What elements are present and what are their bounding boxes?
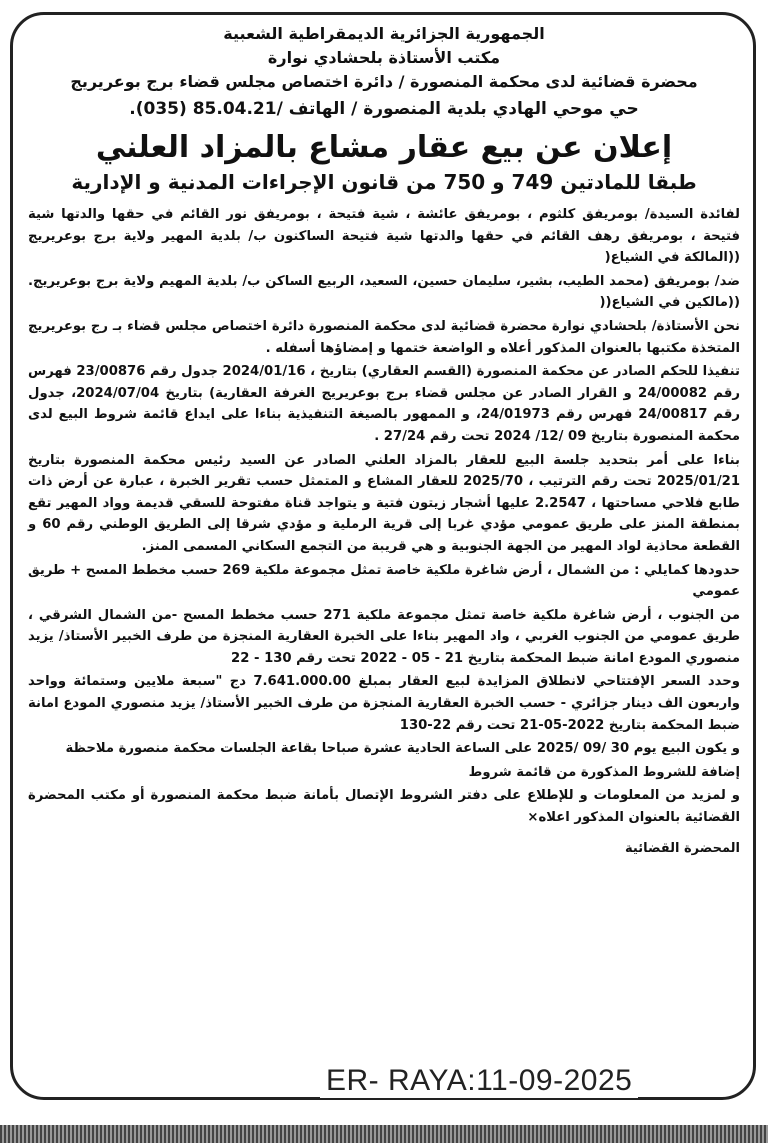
paragraph-south-boundary: من الجنوب ، أرض شاغرة ملكية خاصة تمثل مجموعة ملكية 271 حسب مخطط المسح -من الشمال الشرقي ، طريق عمومي من الجنوب الغربي ، واد المهير بناءا على الخبرة العقارية المنجزة من طرف الخبير الأستاذ/ يزيد منصوري المودع امانة ضبط المحكمة بتاريخ 21 - 05 - 2022 تحت رقم 130 - 22 xyxy=(28,607,740,666)
signature: المحضرة القضائية xyxy=(625,840,740,856)
paragraph-contact: و لمزيد من المعلومات و للإطلاع على دفتر الشروط الإتصال بأمانة ضبط محكمة المنصورة أو مكتب المحضرة القضائية بالعنوان المذكور اعلاه× xyxy=(28,788,740,826)
notice-content xyxy=(28,22,740,859)
paragraph-beneficiaries: لفائدة السيدة/ بومريفق كلثوم ، بومريفق عائشة ، شية فتيحة ، بومريفق نور القائم في حقها والدتها شية فتيحة ، بومريفق رهف القائم في حقها والدتها شية فتيحة الساكنون ب/ بلدية المهير ولاية برج بوعريريج ((المالكة في الشياع( xyxy=(28,207,740,266)
bottom-band xyxy=(0,1125,768,1143)
office-address: حي موحي الهادي بلدية المنصورة / الهاتف /85.04.21 (035). xyxy=(129,99,639,119)
paragraph-north-boundary: حدودها كمايلي : من الشمال ، أرض شاغرة ملكية خاصة تمثل مجموعة ملكية 269 حسب مخطط المسح + طريق عمومي xyxy=(28,562,740,600)
office-name: مكتب الأستاذة بلحشادي نوارة xyxy=(267,48,501,67)
republic-header: الجمهورية الجزائرية الديمقراطية الشعبية xyxy=(223,24,545,43)
paragraph-judgment: تنفيذا للحكم الصادر عن محكمة المنصورة (القسم العقاري) بتاريخ ، 2024/01/16 جدول رقم 23/00876 فهرس رقم 24/00082 و القرار الصادر عن مجلس قضاء برج بوعريريج الغرفة العقارية) بتاريخ 2024/07/04، جدول رقم 24/00817 فهرس رقم 24/01973، و الممهور بالصيغة التنفيذية بناءا على ايداع قائمة شروط البيع لدى محكمة المنصورة بتاريخ 09 /12/ 2024 تحت رقم 27/24 . xyxy=(28,364,740,444)
paragraph-bailiff: نحن الأستاذة/ بلحشادي نوارة محضرة قضائية لدى محكمة المنصورة دائرة اختصاص مجلس قضاء بـ رج بوعريريج المتخذة مكتبها بالعنوان المذكور أعلاه و الواضعة ختمها و إمضاؤها أسفله . xyxy=(28,318,740,356)
paragraph-against: ضد/ بومريفق (محمد الطيب، بشير، سليمان حسين، السعيد، الربيع الساكن ب/ بلدية المهيم ولاية برج بوعريريج. ((مالكين في الشياع(( xyxy=(28,273,740,311)
notice-subtitle: طبقا للمادتين 749 و 750 من قانون الإجراءات المدنية و الإدارية xyxy=(71,170,697,194)
paragraph-sale-date: و يكون البيع يوم 30 /09 /2025 على الساعة الحادية عشرة صباحا بقاعة الجلسات محكمة منصورة ملاحظة xyxy=(65,741,740,757)
office-jurisdiction: محضرة قضائية لدى محكمة المنصورة / دائرة اختصاص مجلس قضاء برج بوعريريج xyxy=(70,72,698,91)
publication-date: ER- RAYA:11-09-2025 xyxy=(320,1064,638,1098)
paragraph-opening-price: وحدد السعر الإفتتاحي لانطلاق المزايدة لبيع العقار بمبلغ 7.641.000.00 دج "سبعة ملايين وستمائة وواحد واربعون الف دينار جزائري - حسب الخبرة العقارية المنجزة من طرف الخبير الأستاذ/ يزيد منصوري المودع امانة ضبط المحكمة بتاريخ 2022-05-21 تحت رقم 22-130 xyxy=(28,674,740,733)
notice-title: إعلان عن بيع عقار مشاع بالمزاد العلني xyxy=(95,130,673,165)
paragraph-conditions: إضافة للشروط المذكورة من قائمة شروط xyxy=(468,764,740,780)
paragraph-property: بناءا على أمر بتحديد جلسة البيع للعقار بالمزاد العلني الصادر عن السيد رئيس محكمة المنصورة بتاريخ 2025/01/21 تحت رقم الترتيب ، 2025/70 للعقار المشاع و المتمثل حسب تقرير الخبرة ، عبارة عن أرض ذات طابع فلاحي مساحتها ، 2.2547 عليها أشجار زيتون فتية و يتواجد قناة مفتوحة للسقي قديمة وواد المهير تقع بمنطقة المنز على طريق عمومي مؤدي غربا إلى قرية الرملية و مؤدي شرقا إلى الطريق الوطني رقم 60 و القطعة محاذية لواد المهير من الجهة الجنوبية و هي قريبة من التجمع السكاني المسمى المنز. xyxy=(28,452,740,554)
